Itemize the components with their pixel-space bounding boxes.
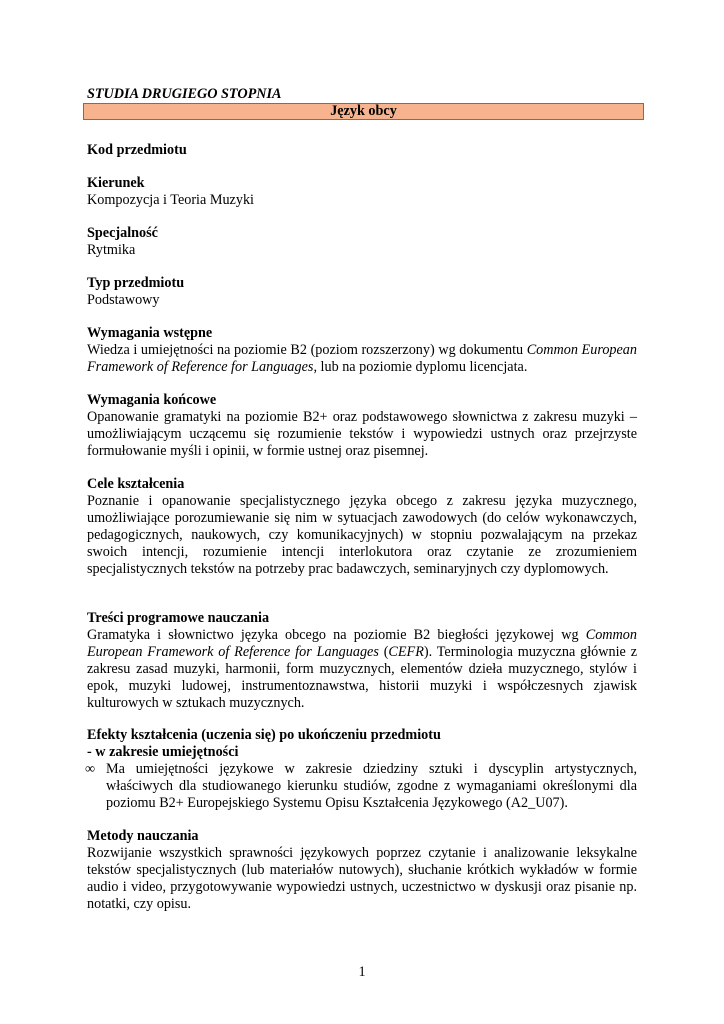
metody-label: Metody nauczania — [87, 828, 199, 844]
wymagania-wstepne-text: Wiedza i umiejętności na poziomie B2 (poziom rozszerzony) wg dokumentu Common European Framework of Reference for Languages, lub na poziomie dyplomu licencjata. — [87, 342, 637, 375]
infinity-bullet-icon: ∞ — [85, 761, 96, 777]
wymagania-koncowe-label: Wymagania końcowe — [87, 392, 217, 408]
kierunek-value: Kompozycja i Teoria Muzyki — [87, 192, 254, 208]
study-level-heading: STUDIA DRUGIEGO STOPNIA — [87, 86, 282, 102]
wymagania-wstepne-label: Wymagania wstępne — [87, 325, 213, 341]
efekty-bullet-text: Ma umiejętności językowe w zakresie dziedziny sztuki i dyscyplin artystycznych, właściwych dla studiowanego kierunku studiów, zgodne z wymaganiami określonymi dla poziomu B2+ Europejskiego Systemu Opisu Kształcenia Językowego (A2_U07). — [106, 761, 637, 811]
typ-value: Podstawowy — [87, 292, 160, 308]
specjalnosc-value: Rytmika — [87, 242, 136, 258]
cele-text: Poznanie i opanowanie specjalistycznego języka obcego z zakresu języka muzycznego, umożliwiające porozumiewanie się nim w sytuacjach zawodowych (do celów wykonawczych, pedagogicznych, naukowych, czy komunikacyjnych) w stopniu pozwalającym na przekaz swoich intencji, rozumienie intencji interlokutora oraz czytanie ze zrozumieniem specjalistycznych tekstów na potrzeby prac badawczych, seminaryjnych czy dyplomowych. — [87, 493, 637, 577]
kod-label: Kod przedmiotu — [87, 142, 187, 158]
specjalnosc-label: Specjalność — [87, 225, 158, 241]
subject-title-bar: Język obcy — [83, 103, 644, 120]
typ-label: Typ przedmiotu — [87, 275, 185, 291]
metody-text: Rozwijanie wszystkich sprawności językowych poprzez czytanie i analizowanie leksykalne tekstów specjalistycznych (lub materiałów nutowych), słuchanie krótkich wykładów w formie audio i video, przygotowywanie wypowiedzi ustnych, uczestnictwo w dyskusji oraz pisanie np. notatki, czy opisu. — [87, 845, 637, 912]
efekty-sublabel: - w zakresie umiejętności — [87, 744, 239, 760]
cele-label: Cele kształcenia — [87, 476, 185, 492]
page-number: 1 — [358, 964, 366, 980]
wymagania-koncowe-text: Opanowanie gramatyki na poziomie B2+ oraz podstawowego słownictwa z zakresu muzyki – umożliwiającym uczącemu się rozumienie tekstów i wypowiedzi ustnych oraz przejrzyste formułowanie myśli i opinii, w formie ustnej oraz pisemnej. — [87, 409, 637, 459]
tresci-text: Gramatyka i słownictwo języka obcego na poziomie B2 biegłości językowej wg Common European Framework of Reference for Languages (CEFR). Terminologia muzyczna głównie z zakresu zasad muzyki, harmonii, form muzycznych, elementów dzieła muzycznego, stylów i epok, muzyki ludowej, instrumentoznawstwa, historii muzyki i współczesnych zjawisk kulturowych w sztukach muzycznych. — [87, 627, 637, 711]
kierunek-label: Kierunek — [87, 175, 145, 191]
efekty-label: Efekty kształcenia (uczenia się) po ukończeniu przedmiotu — [87, 727, 441, 743]
tresci-label: Treści programowe nauczania — [87, 610, 270, 626]
